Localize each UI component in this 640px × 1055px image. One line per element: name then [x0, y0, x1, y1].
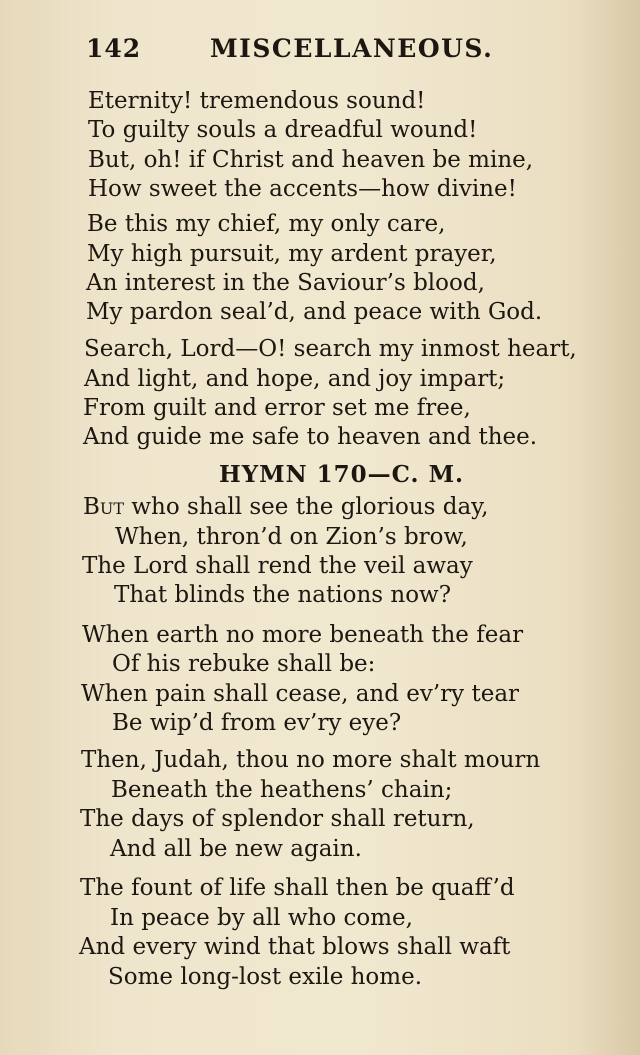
verse-line: Eternity! tremendous sound! — [88, 88, 426, 114]
verse-line: Some long-lost exile home. — [108, 964, 423, 990]
verse-line: The Lord shall rend the veil away — [82, 553, 473, 579]
verse-line: And every wind that blows shall waft — [79, 934, 511, 960]
verse-line: My pardon seal’d, and peace with God. — [86, 299, 543, 325]
verse-line: In peace by all who come, — [110, 905, 413, 931]
verse-line: An interest in the Saviour’s blood, — [86, 270, 485, 296]
page-header — [86, 34, 506, 74]
page-number: 142 — [86, 34, 142, 63]
first-word: But — [83, 494, 125, 520]
page-edge-shadow — [580, 0, 640, 1055]
verse-line: That blinds the nations now? — [114, 582, 452, 608]
verse-line — [83, 492, 488, 522]
verse-line: And all be new again. — [110, 836, 362, 862]
verse-line: How sweet the accents—how divine! — [88, 176, 517, 202]
verse-line: When earth no more beneath the fear — [82, 622, 524, 648]
verse-line: Of his rebuke shall be: — [112, 651, 376, 677]
verse-line: And guide me safe to heaven and thee. — [83, 424, 538, 450]
verse-line: The days of splendor shall return, — [80, 806, 475, 832]
first-line-rest: who shall see the glorious day, — [124, 494, 489, 520]
verse-line: When pain shall cease, and ev’ry tear — [81, 681, 520, 707]
verse-line: When, thron’d on Zion’s brow, — [115, 524, 468, 550]
verse-line: Then, Judah, thou no more shalt mourn — [81, 747, 541, 773]
hymn-title: HYMN 170—C. M. — [219, 461, 465, 488]
verse-line: But, oh! if Christ and heaven be mine, — [88, 147, 534, 173]
verse-line: Be this my chief, my only care, — [87, 211, 446, 237]
verse-line: From guilt and error set me free, — [83, 395, 471, 421]
verse-line: And light, and hope, and joy impart; — [84, 366, 506, 392]
verse-line: My high pursuit, my ardent prayer, — [87, 241, 497, 267]
verse-line: Be wip’d from ev’ry eye? — [112, 710, 402, 736]
running-head: MISCELLANEOUS. — [210, 34, 494, 63]
verse-line: To guilty souls a dreadful wound! — [88, 117, 478, 143]
verse-line: Search, Lord—O! search my inmost heart, — [84, 336, 577, 362]
verse-line: Beneath the heathens’ chain; — [111, 777, 453, 803]
verse-line: The fount of life shall then be quaff’d — [80, 875, 515, 901]
